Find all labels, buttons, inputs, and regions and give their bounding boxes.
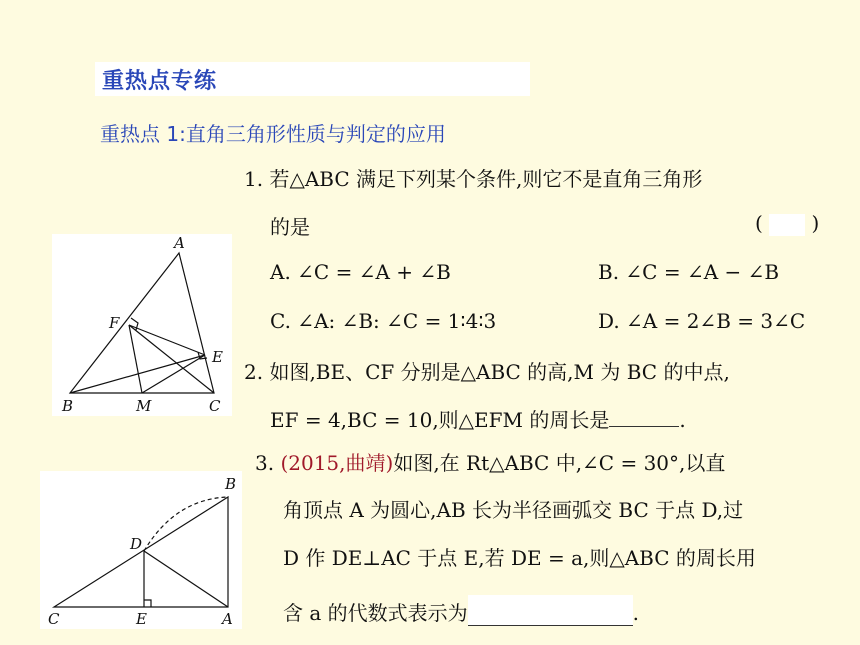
q3-number: 3.: [255, 451, 275, 475]
q3-line1: [255, 447, 725, 476]
q1-option-d: D. ∠A = 2∠B = 3∠C: [598, 309, 806, 333]
label-b: B: [62, 397, 74, 415]
q2-line2: [270, 404, 686, 433]
q1-line2: 的是: [270, 215, 310, 239]
label-m: M: [136, 397, 152, 415]
segment-ad: [144, 551, 228, 607]
label-e: E: [212, 348, 223, 366]
figure-1-diagram: [52, 234, 232, 416]
q3-answer-blank: [468, 595, 633, 626]
label-a: A: [174, 234, 185, 252]
label-b2: B: [225, 475, 237, 493]
triangle-abc: [70, 253, 214, 393]
paren-open: (: [755, 211, 763, 235]
label-a2: A: [222, 610, 233, 628]
paren-close: ): [811, 211, 820, 235]
q3-end: .: [632, 601, 639, 625]
figure-2-diagram: [40, 471, 242, 629]
q1-answer-bracket: [755, 211, 819, 236]
q3-line4: [283, 595, 639, 626]
q3-line2: 角顶点 A 为圆心,AB 长为半径画弧交 BC 于点 D,过: [283, 498, 744, 522]
q1-option-b: B. ∠C = ∠A − ∠B: [598, 260, 780, 284]
topic-heading: 重热点 1:直角三角形性质与判定的应用: [100, 122, 446, 146]
label-c2: C: [48, 610, 60, 628]
right-angle-mark-e2: [144, 600, 151, 607]
figure-1: [52, 234, 232, 416]
label-f: F: [109, 314, 120, 332]
q3-line4-text: 含 a 的代数式表示为: [283, 601, 468, 625]
q1-answer-box: [769, 214, 805, 236]
q1-line1: 1. 若△ABC 满足下列某个条件,则它不是直角三角形: [244, 167, 703, 191]
segment-fm: [129, 325, 142, 393]
q2-answer-blank: [609, 406, 679, 427]
q1-option-c: C. ∠A: ∠B: ∠C = 1∶4∶3: [270, 309, 497, 333]
q3-source: (2015,曲靖): [280, 451, 394, 475]
label-e2: E: [136, 610, 147, 628]
altitude-be: [70, 355, 205, 393]
label-c: C: [209, 397, 221, 415]
q2-line2-text: EF = 4,BC = 10,则△EFM 的周长是: [270, 408, 610, 432]
q2-line1: 2. 如图,BE、CF 分别是△ABC 的高,M 为 BC 的中点,: [244, 360, 730, 384]
q1-option-a: A. ∠C = ∠A + ∠B: [270, 260, 451, 284]
q2-end: .: [679, 408, 686, 432]
q3-line1-rest: 如图,在 Rt△ABC 中,∠C = 30°,以直: [393, 451, 726, 475]
figure-2: [40, 471, 242, 629]
q3-line3: D 作 DE⊥AC 于点 E,若 DE = a,则△ABC 的周长用: [283, 546, 756, 570]
segment-ef: [129, 325, 205, 355]
section-title: 重热点专练: [102, 69, 218, 94]
label-d2: D: [130, 535, 143, 553]
